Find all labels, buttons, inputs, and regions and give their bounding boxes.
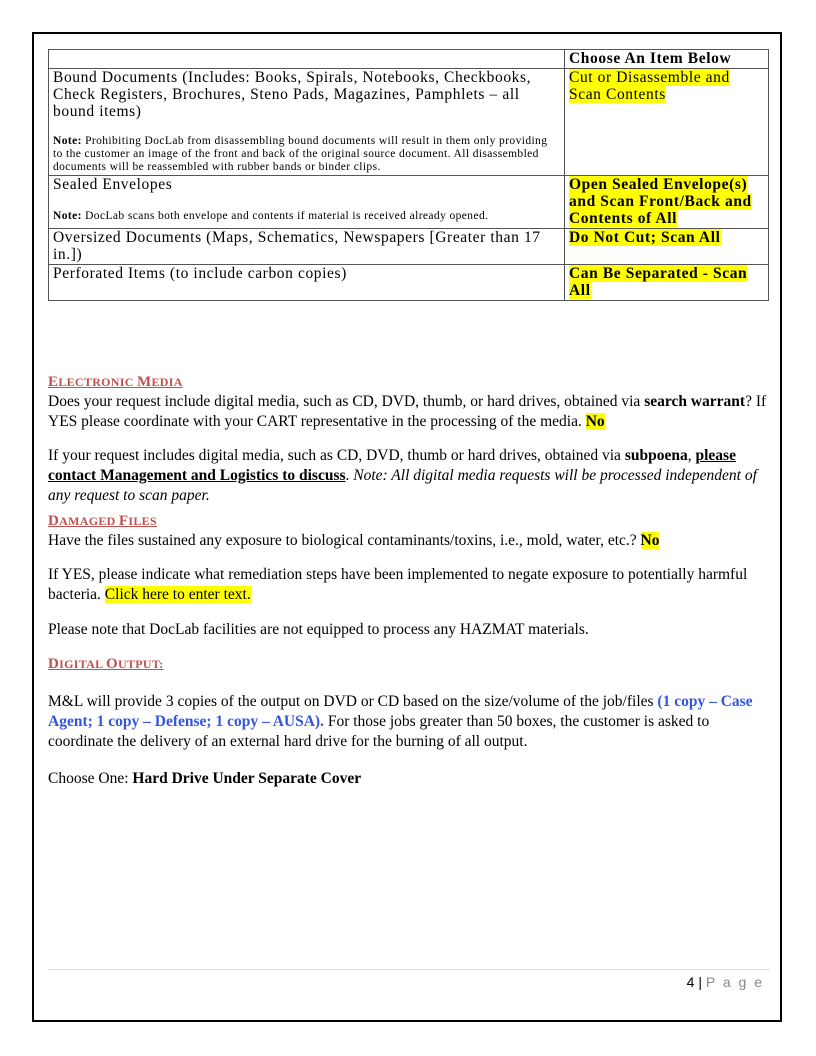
copies-breakdown: (1 copy – Case Agent; 1 copy – Defense; 1 copy – AUSA). bbox=[48, 693, 753, 730]
title-initial: M bbox=[137, 374, 152, 390]
header-blank-cell bbox=[49, 50, 565, 69]
text: . bbox=[345, 467, 354, 484]
section-title-damaged-files bbox=[48, 513, 157, 530]
title-initial: O bbox=[106, 656, 119, 672]
scan-options-table bbox=[48, 49, 769, 301]
title-initial: D bbox=[48, 513, 60, 529]
choice-dropdown[interactable]: Can Be Separated - Scan All bbox=[569, 265, 748, 299]
note-text: Prohibiting DocLab from disassembling bound documents will result in them only providing to the customer an image of the front and back of the original source document. All disassembled documents will be reassembled with rubber bands or binder clips. bbox=[53, 135, 548, 173]
table-row-oversized-documents bbox=[49, 229, 769, 265]
text: Have the files sustained any exposure to biological contaminants/toxins, i.e., mold, water, etc.? bbox=[48, 532, 641, 549]
item-cell bbox=[49, 176, 565, 229]
table-row-sealed-envelopes bbox=[49, 176, 769, 229]
title-part: UTPUT: bbox=[118, 657, 164, 671]
item-label: Perforated Items (to include carbon copies) bbox=[53, 265, 347, 282]
table-header-row bbox=[49, 50, 769, 69]
output-choice bbox=[48, 769, 770, 789]
page-footer bbox=[687, 974, 764, 990]
page-word: P a g e bbox=[705, 974, 764, 990]
item-cell bbox=[49, 69, 565, 176]
note-label: Note: bbox=[53, 210, 82, 222]
output-copies-paragraph bbox=[48, 692, 770, 752]
title-initial: F bbox=[118, 513, 129, 529]
choice-cell[interactable] bbox=[565, 176, 769, 229]
text: Does your request include digital media, such as CD, DVD, thumb, or hard drives, obtained via bbox=[48, 393, 645, 410]
section-title-digital-output bbox=[48, 656, 164, 673]
choose-label: Choose One: bbox=[48, 770, 133, 787]
choice-cell[interactable] bbox=[565, 229, 769, 265]
text-bold: subpoena bbox=[624, 447, 688, 464]
section-title-electronic-media bbox=[48, 374, 183, 391]
title-initial: E bbox=[48, 374, 59, 390]
text: ? If YES please coordinate with your CART representative in the processing of the media. bbox=[48, 393, 767, 430]
title-part: LECTRONIC bbox=[58, 375, 137, 389]
remediation-text-field[interactable]: Click here to enter text. bbox=[104, 586, 251, 603]
choice-cell[interactable] bbox=[565, 69, 769, 176]
contamination-answer-dropdown[interactable]: No bbox=[640, 532, 660, 549]
choice-dropdown[interactable]: Open Sealed Envelope(s) and Scan Front/Back and Contents of All bbox=[569, 176, 752, 227]
text: For those jobs greater than 50 boxes, the customer is asked to coordinate the delivery of an external hard drive for the burning of all output. bbox=[48, 713, 710, 750]
text: M&L will provide 3 copies of the output on DVD or CD based on the size/volume of the job/files bbox=[48, 693, 658, 710]
item-note bbox=[53, 210, 560, 223]
item-cell bbox=[49, 265, 565, 301]
footer-divider bbox=[48, 969, 770, 970]
header-choose-cell: Choose An Item Below bbox=[565, 50, 769, 69]
item-label: Sealed Envelopes bbox=[53, 176, 173, 193]
item-note bbox=[53, 135, 560, 174]
choice-cell[interactable] bbox=[565, 265, 769, 301]
note-label: Note: bbox=[53, 135, 82, 147]
remediation-question bbox=[48, 565, 770, 605]
title-part: AMAGED bbox=[59, 514, 119, 528]
title-part: IGITAL bbox=[59, 657, 107, 671]
subpoena-paragraph bbox=[48, 446, 770, 506]
choice-dropdown[interactable]: Do Not Cut; Scan All bbox=[569, 229, 721, 246]
item-cell bbox=[49, 229, 565, 265]
table-row-perforated-items bbox=[49, 265, 769, 301]
output-choice-dropdown[interactable]: Hard Drive Under Separate Cover bbox=[132, 770, 362, 787]
note-text: DocLab scans both envelope and contents if material is received already opened. bbox=[81, 210, 489, 222]
table-row-bound-documents bbox=[49, 69, 769, 176]
title-part: ILES bbox=[128, 514, 157, 528]
contact-ml-text: please contact Management and Logistics to discuss bbox=[48, 447, 736, 484]
text: , bbox=[687, 447, 696, 464]
hazmat-notice: Please note that DocLab facilities are not equipped to process any HAZMAT materials. bbox=[48, 621, 589, 638]
digital-media-note: Note: All digital media requests will be processed independent of any request to scan paper. bbox=[48, 467, 757, 504]
item-label: Oversized Documents (Maps, Schematics, Newspapers [Greater than 17 in.]) bbox=[53, 229, 541, 263]
item-label: Bound Documents (Includes: Books, Spirals, Notebooks, Checkbooks, Check Registers, Brochures, Steno Pads, Magazines, Pamphlets – all bound items) bbox=[53, 69, 532, 120]
choice-dropdown[interactable]: Cut or Disassemble and Scan Contents bbox=[569, 69, 730, 103]
text-bold: search warrant bbox=[644, 393, 746, 410]
text: If your request includes digital media, such as CD, DVD, thumb or hard drives, obtained via bbox=[48, 447, 625, 464]
footer-separator: | bbox=[694, 974, 706, 990]
text: If YES, please indicate what remediation steps have been implemented to negate exposure to potentially harmful bacteria. bbox=[48, 566, 748, 603]
contamination-question bbox=[48, 531, 770, 551]
page-number: 4 bbox=[686, 974, 695, 990]
title-part: EDIA bbox=[151, 375, 183, 389]
title-initial: D bbox=[48, 656, 60, 672]
search-warrant-question bbox=[48, 392, 770, 432]
search-warrant-answer-dropdown[interactable]: No bbox=[585, 413, 605, 430]
